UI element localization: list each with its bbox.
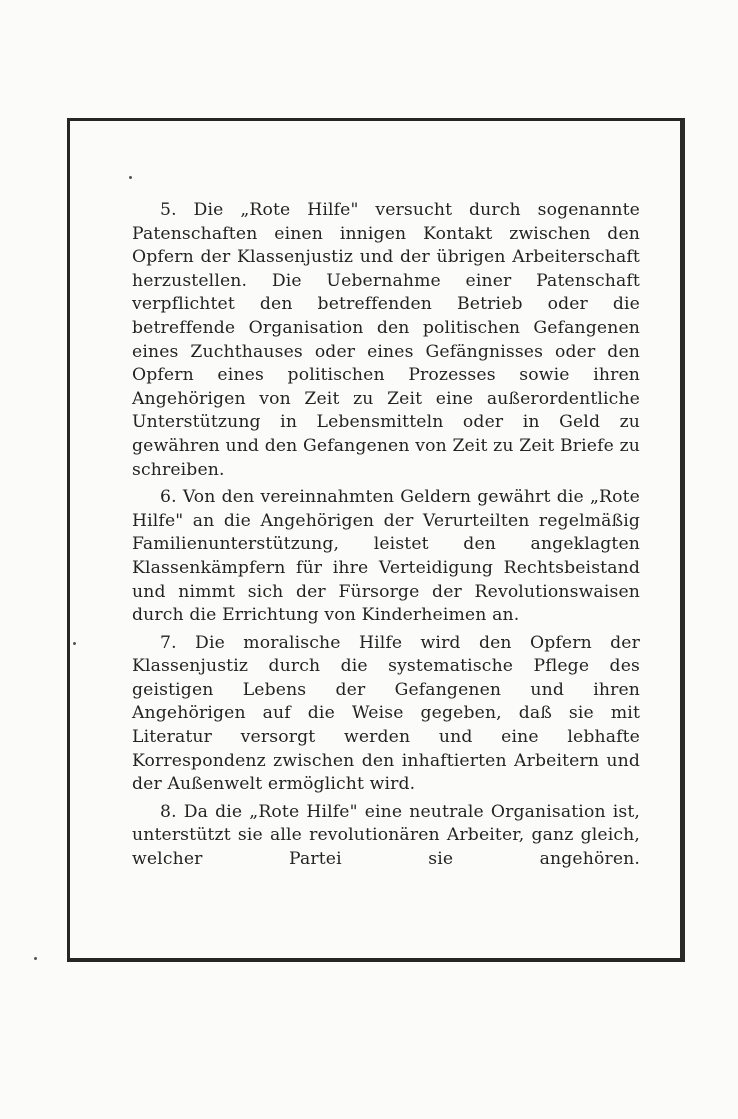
paragraph-8: 8. Da die „Rote Hilfe" eine neutrale Organisation ist, unterstützt sie alle revolutionären Arbeiter, ganz gleich, welcher Partei sie angehören. [132, 801, 640, 870]
scan-speck [73, 642, 76, 645]
scan-speck [34, 957, 37, 960]
paragraph-7: 7. Die moralische Hilfe wird den Opfern der Klassenjustiz durch die systematische Pflege des geistigen Lebens der Gefangenen und ihren Angehörigen auf die Weise gegeben, daß sie mit Literatur versorgt werden und eine lebhafte Korrespondenz zwischen den inhaftierten Arbeitern und der Außenwelt ermöglicht wird. [132, 632, 640, 795]
scan-speck [129, 176, 132, 179]
document-body [132, 199, 640, 876]
paragraph-6: 6. Von den vereinnahmten Geldern gewährt die „Rote Hilfe" an die Angehörigen der Verurteilten regelmäßig Familienunterstützung, leistet den angeklagten Klassenkämpfern für ihre Verteidigung Rechtsbeistand und nimmt sich der Fürsorge der Revolutionswaisen durch die Errichtung von Kinderheimen an. [132, 487, 640, 626]
paragraph-5: 5. Die „Rote Hilfe" versucht durch sogenannte Patenschaften einen innigen Kontakt zwischen den Opfern der Klassenjustiz und der übrigen Arbeiterschaft herzustellen. Die Uebernahme einer Patenschaft verpflichtet den betreffenden Betrieb oder die betreffende Organisation den politischen Gefangenen eines Zuchthauses oder eines Gefängnisses oder den Opfern eines politischen Prozesses sowie ihren Angehörigen von Zeit zu Zeit eine außerordentliche Unterstützung in Lebensmitteln oder in Geld zu gewähren und den Gefangenen von Zeit zu Zeit Briefe zu schreiben. [132, 200, 640, 480]
